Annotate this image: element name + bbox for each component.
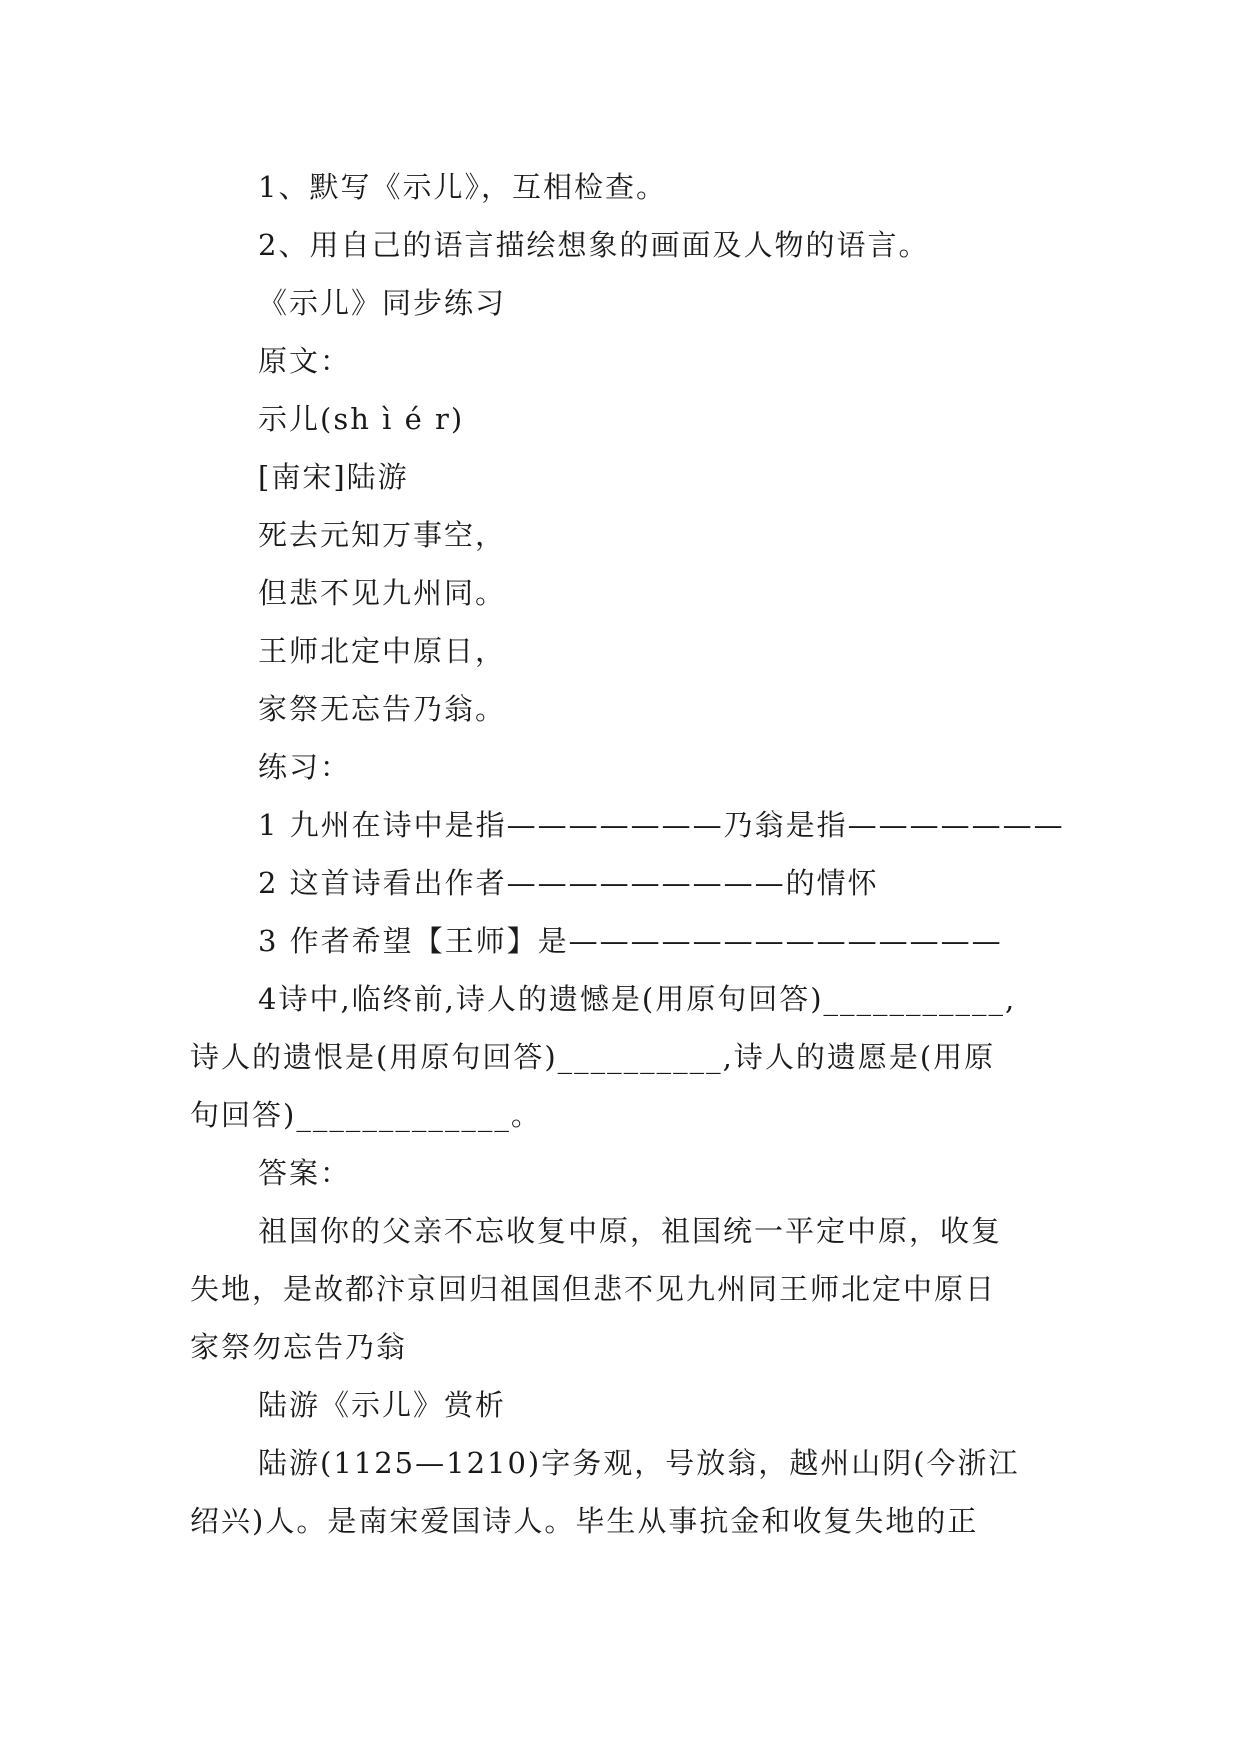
poem-line-3: 王师北定中原日， <box>258 634 507 668</box>
poem-line-1: 死去元知万事空， <box>258 518 507 552</box>
answer-paragraph-line-3: 家祭勿忘告乃翁 <box>190 1330 408 1364</box>
appreciation-paragraph-line-1: 陆游(1125—1210)字务观，号放翁，越州山阴(今浙江 <box>258 1446 1020 1480</box>
exercise-question-3: 3 作者希望【王师】是—————————————— <box>258 924 1003 958</box>
text-line-1: 1、默写《示儿》，互相检查。 <box>258 170 667 204</box>
answer-heading: 答案： <box>258 1156 352 1190</box>
section-title-practice: 《示儿》同步练习 <box>258 286 507 320</box>
answer-paragraph-line-1: 祖国你的父亲不忘收复中原，祖国统一平定中原，收复 <box>258 1214 1003 1248</box>
appreciation-heading: 陆游《示儿》赏析 <box>258 1388 507 1422</box>
exercise-question-2: 2 这首诗看出作者—————————的情怀 <box>258 866 879 900</box>
exercise-heading: 练习： <box>258 750 352 784</box>
answer-paragraph-line-2: 失地，是故都汴京回归祖国但悲不见九州同王师北定中原日 <box>190 1272 997 1306</box>
poem-author: [南宋]陆游 <box>258 460 409 494</box>
poem-line-4: 家祭无忘告乃翁。 <box>258 692 507 726</box>
exercise-question-4: 4诗中,临终前,诗人的遗憾是(用原句回答)___________, <box>258 982 1017 1016</box>
exercise-question-1: 1 九州在诗中是指———————乃翁是指——————— <box>258 808 1065 842</box>
poem-title: 示儿(sh ì é r) <box>258 402 465 436</box>
appreciation-paragraph-line-2: 绍兴)人。是南宋爱国诗人。毕生从事抗金和收复失地的正 <box>190 1504 979 1538</box>
exercise-question-4-cont-1: 诗人的遗恨是(用原句回答)__________,诗人的遗愿是(用原 <box>190 1040 996 1074</box>
exercise-question-4-cont-2: 句回答)_____________。 <box>190 1098 542 1132</box>
text-line-2: 2、用自己的语言描绘想象的画面及人物的语言。 <box>258 228 930 262</box>
original-text-heading: 原文： <box>258 344 352 378</box>
poem-line-2: 但悲不见九州同。 <box>258 576 507 610</box>
